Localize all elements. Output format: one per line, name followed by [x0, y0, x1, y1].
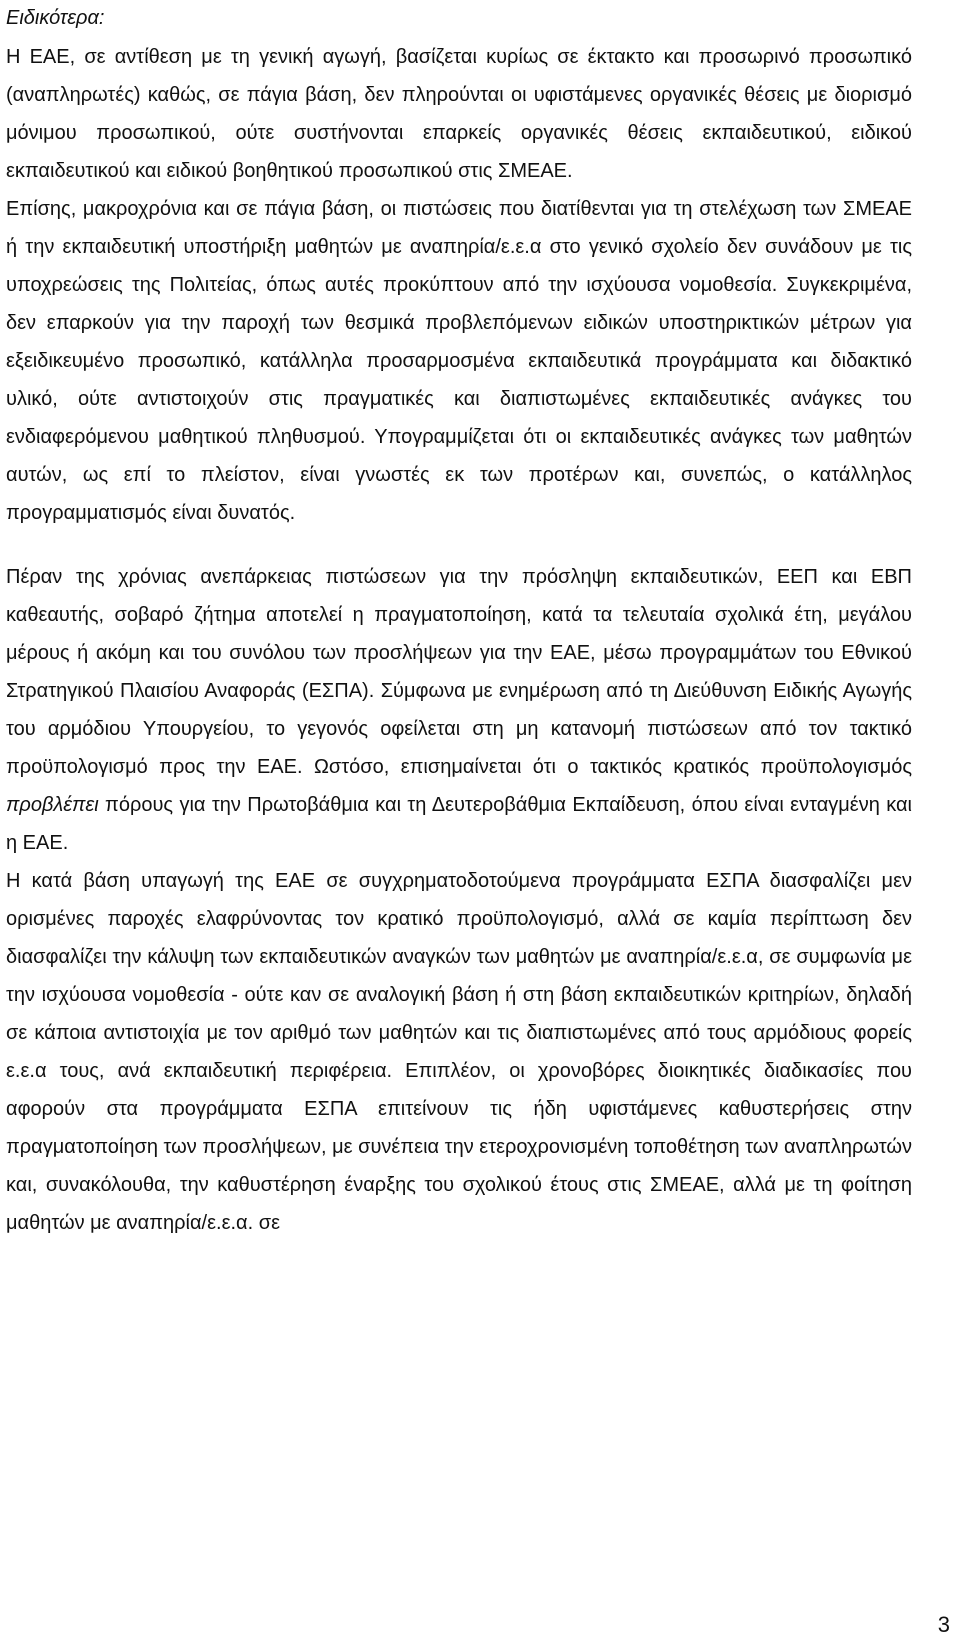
- page-number: 3: [937, 1612, 950, 1637]
- section-heading: Ειδικότερα:: [6, 7, 105, 29]
- paragraph-espa-text-start: Πέραν της χρόνιας ανεπάρκειας πιστώσεων για την πρόσληψη εκπαιδευτικών, ΕΕΠ και ΕΒΠ καθεαυτής, σοβαρό ζήτημα αποτελεί η πραγματοποίηση, κατά τα τελευταία σχολικά έτη, μεγάλου μέρους ή ακόμη και του συνόλου των προσλήψεων για την ΕΑΕ, μέσω προγραμμάτων του Εθνικού Στρατηγικού Πλαισίου Αναφοράς (ΕΣΠΑ). Σύμφωνα με ενημέρωση από τη Διεύθυνση Ειδικής Αγωγής του αρμόδιου Υπουργείου, το γεγονός οφείλεται στη μη κατανομή πιστώσεων από τον τακτικό προϋπολογισμό προς την ΕΑΕ. Ωστόσο, επισημαίνεται ότι ο τακτικός κρατικός προϋπολογισμός: [6, 566, 912, 778]
- emphasis-text: προβλέπει: [6, 794, 99, 816]
- paragraph-funding: Επίσης, μακροχρόνια και σε πάγια βάση, οι πιστώσεις που διατίθενται για τη στελέχωση των ΣΜΕΑΕ ή την εκπαιδευτική υποστήριξη μαθητών με αναπηρία/ε.ε.α στο γενικό σχολείο δεν συνάδουν με τις υποχρεώσεις της Πολιτείας, όπως αυτές προκύπτουν από την ισχύουσα νομοθεσία. Συγκεκριμένα, δεν επαρκούν για την παροχή των θεσμικά προβλεπόμενων ειδικών υποστηρικτικών μέτρων για εξειδικευμένο προσωπικό, κατάλληλα προσαρμοσμένα εκπαιδευτικά προγράμματα και διδακτικό υλικό, ούτε αντιστοιχούν στις πραγματικές και διαπιστωμένες εκπαιδευτικές ανάγκες του ενδιαφερόμενου μαθητικού πληθυσμού. Υπογραμμίζεται ότι οι εκπαιδευτικές ανάγκες των μαθητών αυτών, ως επί το πλείστον, είναι γνωστές εκ των προτέρων και, συνεπώς, ο κατάλληλος προγραμματισμός είναι δυνατός.: [6, 198, 912, 524]
- paragraph-espa-consequences: Η κατά βάση υπαγωγή της ΕΑΕ σε συγχρηματοδοτούμενα προγράμματα ΕΣΠΑ διασφαλίζει μεν ορισμένες παροχές ελαφρύνοντας τον κρατικό προϋπολογισμό, αλλά σε καμία περίπτωση δεν διασφαλίζει την κάλυψη των εκπαιδευτικών αναγκών των μαθητών με αναπηρία/ε.ε.α, σε συμφωνία με την ισχύουσα νομοθεσία - ούτε καν σε αναλογική βάση ή στη βάση εκπαιδευτικών κριτηρίων, δηλαδή σε κάποια αντιστοιχία με τον αριθμό των μαθητών και τις διαπιστωμένες από τους αρμόδιους φορείς ε.ε.α τους, ανά εκπαιδευτική περιφέρεια. Επιπλέον, οι χρονοβόρες διοικητικές διαδικασίες που αφορούν στα προγράμματα ΕΣΠΑ επιτείνουν τις ήδη υφιστάμενες καθυστερήσεις στην πραγματοποίηση των προσλήψεων, με συνέπεια την ετεροχρονισμένη τοποθέτηση των αναπληρωτών και, συνακόλουθα, την καθυστέρηση έναρξης του σχολικού έτους στις ΣΜΕΑΕ, αλλά με τη φοίτηση μαθητών με αναπηρία/ε.ε.α. σε: [6, 870, 912, 1234]
- paragraph-espa-text-end: πόρους για την Πρωτοβάθμια και τη Δευτεροβάθμια Εκπαίδευση, όπου είναι ενταγμένη και η ΕΑΕ.: [6, 794, 912, 854]
- paragraph-espa-hiring: [6, 558, 912, 862]
- paragraph-staffing: Η ΕΑΕ, σε αντίθεση με τη γενική αγωγή, βασίζεται κυρίως σε έκτακτο και προσωρινό προσωπικό (αναπληρωτές) καθώς, σε πάγια βάση, δεν πληρούνται οι υφιστάμενες οργανικές θέσεις με διορισμό μόνιμου προσωπικού, ούτε συστήνονται επαρκείς οργανικές θέσεις εκπαιδευτικού, ειδικού εκπαιδευτικού και ειδικού βοηθητικού προσωπικού στις ΣΜΕΑΕ.: [6, 46, 912, 182]
